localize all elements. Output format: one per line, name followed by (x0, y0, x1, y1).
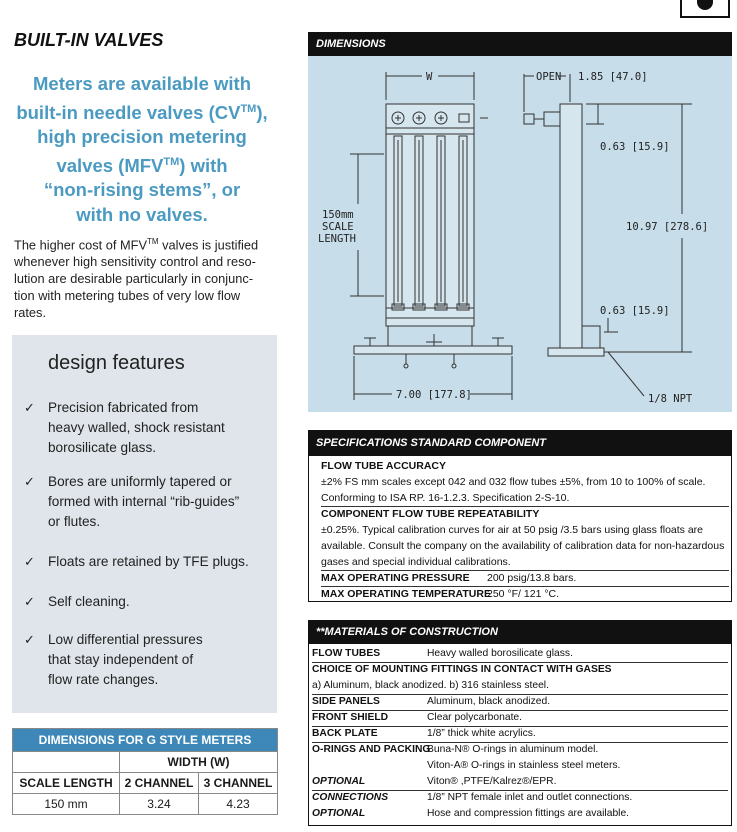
scale-label: 150mm (322, 209, 354, 221)
table-row: 150 mm 3.24 4.23 (13, 794, 278, 815)
check-icon: ✓ (24, 594, 35, 609)
w-label: W (426, 71, 433, 83)
headline-line: “non-rising stems”, or (43, 179, 241, 201)
open-label: OPEN (536, 71, 562, 83)
dimensions-table-title: DIMENSIONS FOR G STYLE METERS (13, 729, 278, 752)
headline (8, 72, 276, 227)
materials-box: FLOW TUBES Heavy walled borosilicate glass. CHOICE OF MOUNTING FITTINGS IN CONTACT WITH GASES a) Aluminum, black anodized. b) 316 stainless steel. SIDE PANELS Aluminum, black anodized. FRONT SHIELD Clear polycarbonate. BACK PLATE 1/8” thick white acrylics. O-RINGS AND PACKING Buna-N® O-rings in aluminum model. Viton-A® O-rings in stainless steel meters. OPTIONAL Viton® ,PTFE/Kalrez®/EPR. CONNECTIONS 1/8” NPT female inlet and outlet connections. OPTIONAL Hose and compression fittings are available. (308, 644, 732, 826)
column-header: 3 CHANNEL (198, 773, 277, 794)
height-dimension: 10.97 [278.6] (626, 221, 709, 233)
open-dimension: 1.85 [47.0] (578, 71, 648, 83)
feature-item: ✓ Precision fabricated from heavy walled, shock resistant borosilicate glass. (24, 400, 225, 455)
feature-item: ✓ Floats are retained by TFE plugs. (24, 552, 274, 572)
width-header: WIDTH (W) (119, 752, 277, 773)
headline-line: built-in needle valves (CV™), (16, 101, 268, 123)
feature-item: ✓ Bores are uniformly tapered or formed with internal “rib-guides” or flutes. (24, 474, 240, 529)
check-icon: ✓ (24, 632, 35, 647)
scale-label: SCALE (322, 221, 354, 233)
meter-drawing (308, 56, 732, 412)
bottom-dimension: 0.63 [15.9] (600, 305, 670, 317)
intro-paragraph: The higher cost of MFV™ valves is justified whenever high sensitivity control and reso- lution are desirable particularly in conjunc- tion with metering tubes of very low flow rates. (14, 237, 259, 321)
check-icon: ✓ (24, 554, 35, 569)
headline-line: Meters are available with (33, 73, 251, 94)
tab-glyph (697, 0, 713, 10)
feature-item: ✓ Low differential pressures that stay independent of flow rate changes. (24, 632, 203, 687)
headline-line: high precision metering (37, 126, 247, 148)
headline-line: valves (MFV™) with (56, 154, 228, 176)
column-header: 2 CHANNEL (119, 773, 198, 794)
base-dimension: 7.00 [177.8] (396, 389, 472, 401)
page-tab-marker (680, 0, 730, 18)
dimensions-drawing (308, 56, 732, 412)
top-dimension: 0.63 [15.9] (600, 141, 670, 153)
section-title: BUILT-IN VALVES (14, 30, 164, 50)
scale-label: LENGTH (318, 233, 356, 245)
check-icon: ✓ (24, 400, 35, 415)
design-features-title: design features (48, 352, 185, 374)
npt-label: 1/8 NPT (648, 393, 693, 405)
feature-item: ✓ Self cleaning. (24, 592, 274, 612)
materials-header: **MATERIALS OF CONSTRUCTION (308, 620, 732, 644)
dimensions-header: DIMENSIONS (308, 32, 732, 56)
specs-header: SPECIFICATIONS STANDARD COMPONENT (308, 430, 732, 456)
headline-line: with no valves. (76, 203, 208, 225)
column-header: SCALE LENGTH (13, 773, 120, 794)
dimensions-table (12, 728, 278, 815)
specs-box: FLOW TUBE ACCURACY ±2% FS mm scales except 042 and 032 flow tubes ±5%, from 10 to 100% of scale. Conforming to ISA RP. 16-1.2.3. Specification 2-S-10. COMPONENT FLOW TUBE REPEATABILITY ±0.25%. Typical calibration curves for air at 50 psig /3.5 bars using glass floats are available. Consult the company on the availability of calibration data for non-hazardous gases and special individual calibrations. MAX OPERATING PRESSURE 200 psig/13.8 bars. MAX OPERATING TEMPERATURE 250 °F/ 121 °C. (308, 456, 732, 602)
check-icon: ✓ (24, 474, 35, 489)
